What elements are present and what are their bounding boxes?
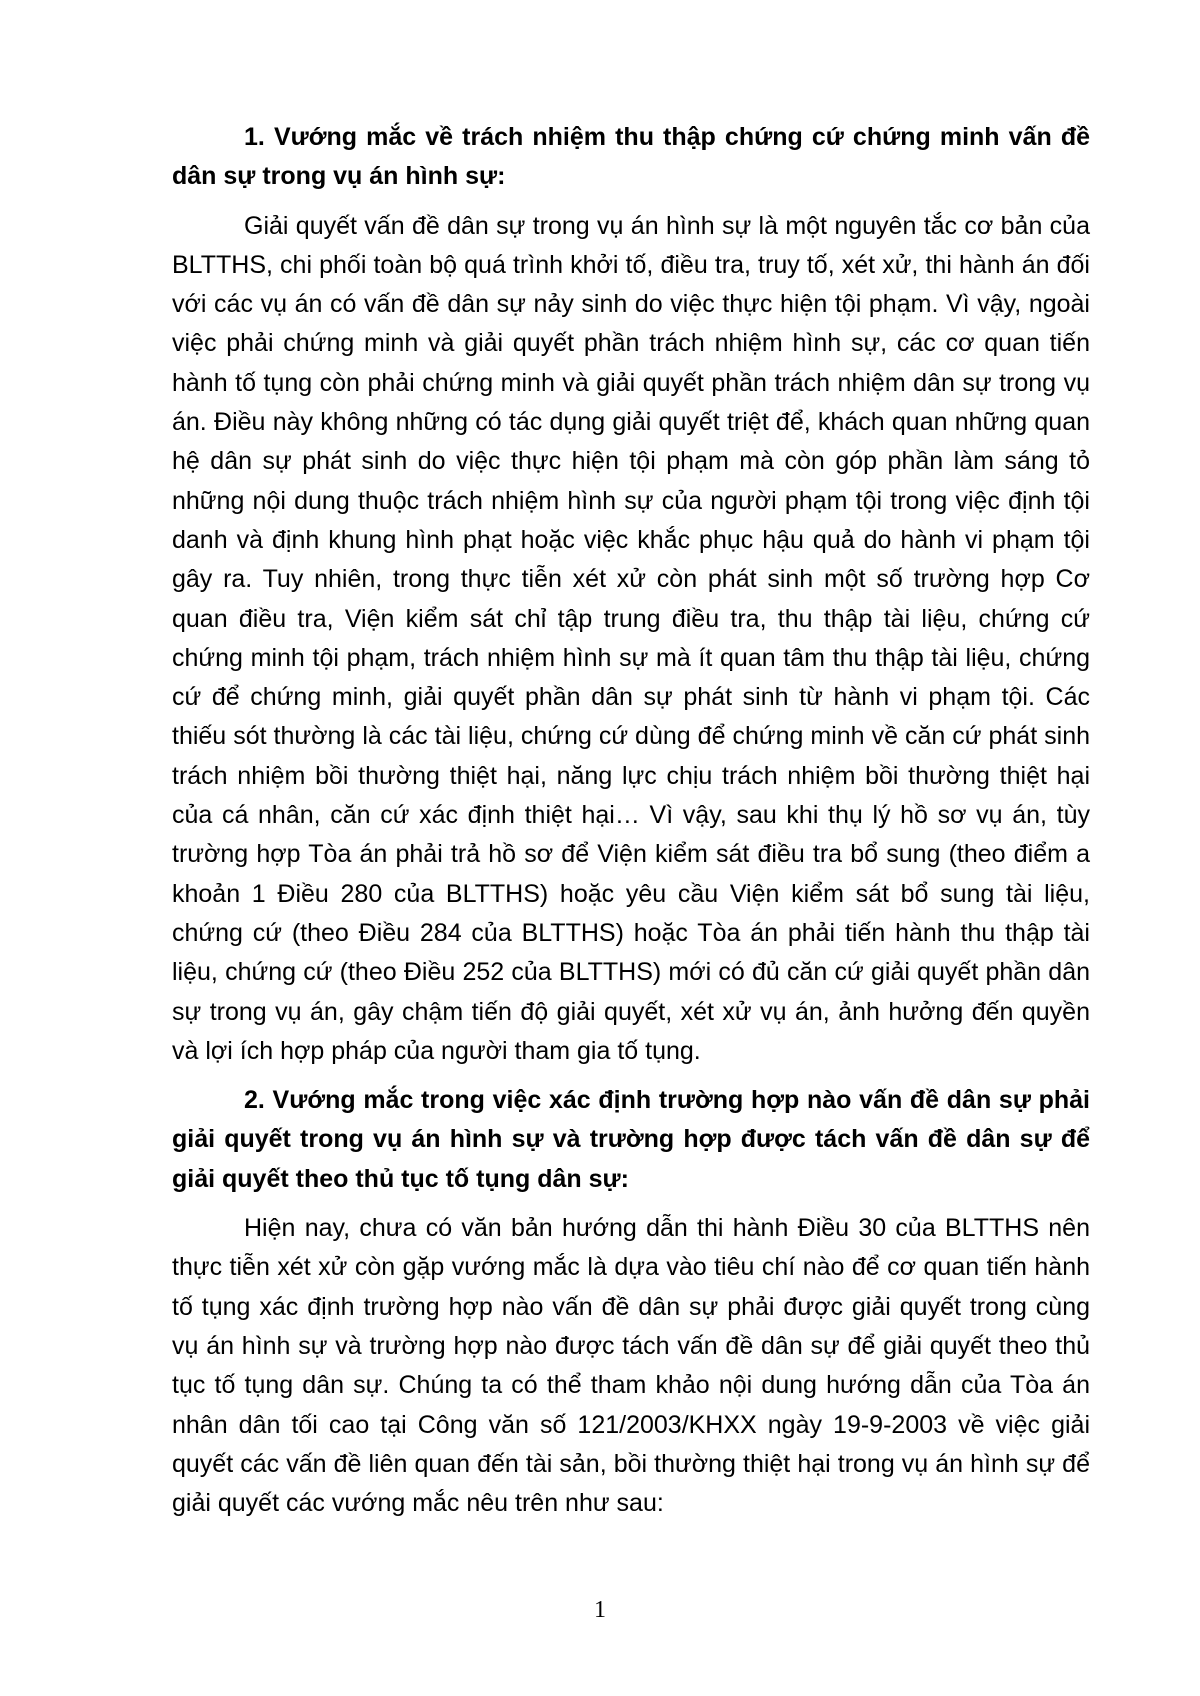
section-1-paragraph: Giải quyết vấn đề dân sự trong vụ án hình sự là một nguyên tắc cơ bản của BLTTHS, chi phối toàn bộ quá trình khởi tố, điều tra, truy tố, xét xử, thi hành án đối với các vụ án có vấn đề dân sự nảy sinh do việc thực hiện tội phạm. Vì vậy, ngoài việc phải chứng minh và giải quyết phần trách nhiệm hình sự, các cơ quan tiến hành tố tụng còn phải chứng minh và giải quyết phần trách nhiệm dân sự trong vụ án. Điều này không những có tác dụng giải quyết triệt để, khách quan những quan hệ dân sự phát sinh do việc thực hiện tội phạm mà còn góp phần làm sáng tỏ những nội dung thuộc trách nhiệm hình sự của người phạm tội trong việc định tội danh và định khung hình phạt hoặc việc khắc phục hậu quả do hành vi phạm tội gây ra. Tuy nhiên, trong thực tiễn xét xử còn phát sinh một số trường hợp Cơ quan điều tra, Viện kiểm sát chỉ tập trung điều tra, thu thập tài liệu, chứng cứ chứng minh tội phạm, trách nhiệm hình sự mà ít quan tâm thu thập tài liệu, chứng cứ để chứng minh, giải quyết phần dân sự phát sinh từ hành vi phạm tội. Các thiếu sót thường là các tài liệu, chứng cứ dùng để chứng minh về căn cứ phát sinh trách nhiệm bồi thường thiệt hại, năng lực chịu trách nhiệm bồi thường thiệt hại của cá nhân, căn cứ xác định thiệt hại… Vì vậy, sau khi thụ lý hồ sơ vụ án, tùy trường hợp Tòa án phải trả hồ sơ để Viện kiểm sát điều tra bổ sung (theo điểm a khoản 1 Điều 280 của BLTTHS) hoặc yêu cầu Viện kiểm sát bổ sung tài liệu, chứng cứ (theo Điều 284 của BLTTHS) hoặc Tòa án phải tiến hành thu thập tài liệu, chứng cứ (theo Điều 252 của BLTTHS) mới có đủ căn cứ giải quyết phần dân sự trong vụ án, gây chậm tiến độ giải quyết, xét xử vụ án, ảnh hưởng đến quyền và lợi ích hợp pháp của người tham gia tố tụng. [172, 211, 1090, 1065]
section-1-heading: 1. Vướng mắc về trách nhiệm thu thập chứng cứ chứng minh vấn đề dân sự trong vụ án hình sự: [172, 123, 1090, 191]
section-2-paragraph: Hiện nay, chưa có văn bản hướng dẫn thi hành Điều 30 của BLTTHS nên thực tiễn xét xử còn gặp vướng mắc là dựa vào tiêu chí nào để cơ quan tiến hành tố tụng xác định trường hợp nào vấn đề dân sự phải được giải quyết trong cùng vụ án hình sự và trường hợp nào được tách vấn đề dân sự để giải quyết theo thủ tục tố tụng dân sự. Chúng ta có thể tham khảo nội dung hướng dẫn của Tòa án nhân dân tối cao tại Công văn số 121/2003/KHXX ngày 19-9-2003 về việc giải quyết các vấn đề liên quan đến tài sản, bồi thường thiệt hại trong vụ án hình sự để giải quyết các vướng mắc nêu trên như sau: [172, 1214, 1090, 1518]
page-number: 1 [594, 1597, 606, 1623]
document-body [172, 118, 1090, 1533]
section-2-heading: 2. Vướng mắc trong việc xác định trường hợp nào vấn đề dân sự phải giải quyết trong vụ án hình sự và trường hợp được tách vấn đề dân sự để giải quyết theo thủ tục tố tụng dân sự: [172, 1086, 1090, 1193]
